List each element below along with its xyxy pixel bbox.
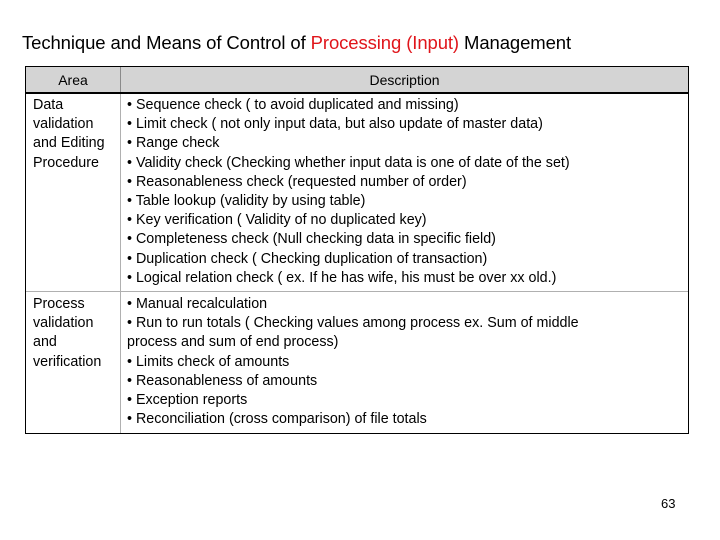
description-line: • Range check bbox=[127, 135, 220, 152]
description-line: • Duplication check ( Checking duplication of transaction) bbox=[127, 250, 488, 267]
description-line: • Limit check ( not only input data, but also update of master data) bbox=[127, 116, 543, 133]
description-line: • Reconciliation (cross comparison) of file totals bbox=[127, 411, 427, 428]
header-area: Area bbox=[26, 67, 121, 92]
description-line: • Sequence check ( to avoid duplicated and missing) bbox=[127, 97, 459, 113]
table-row bbox=[26, 94, 688, 292]
area-line: and bbox=[33, 334, 57, 351]
area-line: Procedure bbox=[33, 154, 99, 171]
title-highlight: Processing (Input) bbox=[310, 32, 459, 53]
description-line: • Completeness check (Null checking data in specific field) bbox=[127, 231, 496, 248]
description-line: • Exception reports bbox=[127, 392, 248, 409]
description-line: • Limits check of amounts bbox=[127, 353, 290, 370]
description-line: • Manual recalculation bbox=[127, 296, 268, 312]
area-line: and Editing bbox=[33, 135, 105, 152]
title-text-end: Management bbox=[459, 32, 572, 53]
table-row bbox=[26, 292, 688, 433]
description-cell bbox=[121, 292, 688, 433]
area-cell bbox=[26, 292, 121, 433]
description-line: • Key verification ( Validity of no duplicated key) bbox=[127, 212, 427, 229]
header-description: Description bbox=[369, 72, 440, 88]
description-line: • Validity check (Checking whether input data is one of date of the set) bbox=[127, 154, 570, 171]
title-text-start: Technique and Means of Control of bbox=[22, 32, 311, 53]
description-line: • Reasonableness check (requested number of order) bbox=[127, 173, 467, 190]
area-line: Process bbox=[33, 296, 85, 312]
description-line: process and sum of end process) bbox=[127, 334, 339, 351]
description-line: • Reasonableness of amounts bbox=[127, 372, 318, 389]
description-line: • Run to run totals ( Checking values among process ex. Sum of middle bbox=[127, 315, 579, 332]
description-line: • Table lookup (validity by using table) bbox=[127, 193, 366, 210]
page-title bbox=[22, 32, 571, 54]
area-line: validation bbox=[33, 116, 94, 133]
description-cell bbox=[121, 94, 688, 291]
description-line: • Logical relation check ( ex. If he has wife, his must be over xx old.) bbox=[127, 269, 557, 286]
area-line: Data bbox=[33, 97, 64, 113]
area-line: verification bbox=[33, 353, 102, 370]
table-header-row bbox=[26, 67, 688, 94]
area-line: validation bbox=[33, 315, 94, 332]
page-number: 63 bbox=[661, 496, 676, 511]
area-cell bbox=[26, 94, 121, 291]
control-techniques-table bbox=[25, 66, 689, 434]
